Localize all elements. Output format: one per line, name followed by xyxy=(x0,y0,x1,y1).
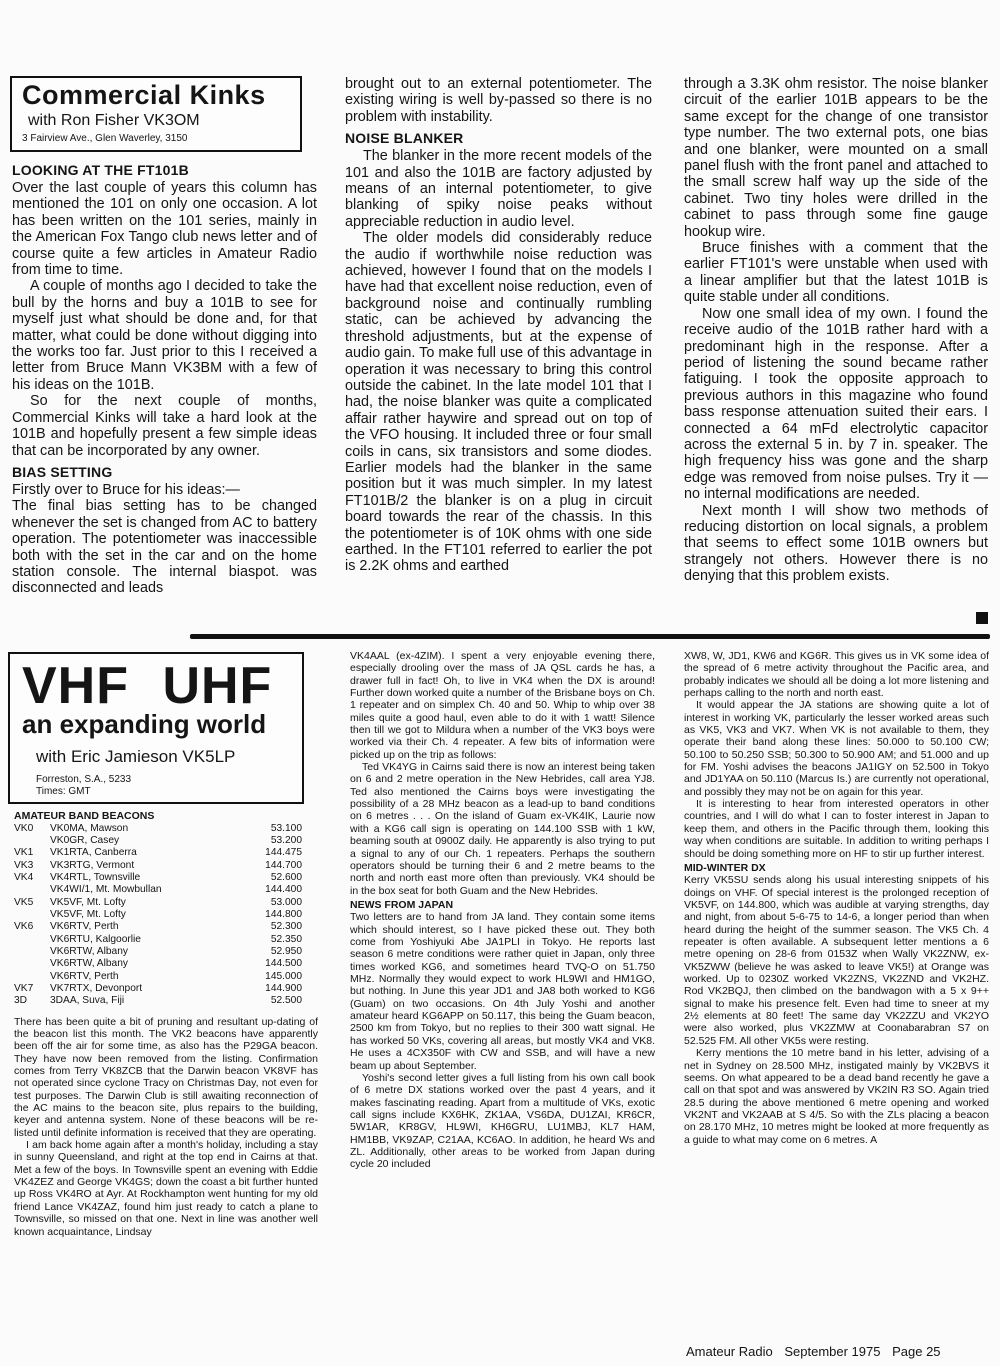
paragraph: So for the next couple of months, Commercial Kinks will take a hard look at the 101B and hopefully present a few simple ideas that can be incorporated by any owner. xyxy=(12,393,317,459)
vhf-column-1 xyxy=(14,810,318,1346)
beacon-state xyxy=(14,909,50,921)
beacon-state: VK0 xyxy=(14,822,34,834)
beacon-freq: 144.400 xyxy=(265,884,302,896)
end-of-article-mark xyxy=(976,612,988,624)
beacon-state xyxy=(14,884,50,896)
beacon-state xyxy=(14,835,50,847)
beacon-state: 3D xyxy=(14,995,28,1007)
paragraph: I am back home again after a month's holiday, including a stay in sunny Queensland, and right at the top end in Cairns at that. Met a few of the boys. In Townsville spent an evening with Eddie VK4ZEZ and George VK4GS; down the coast a bit further hunted up Ross VK4RO at Ayr. At Rockhampton went hunting for my old friend Lance VK4ZAZ, found him just ready to catch a plane to Townsville, so missed on that one. Next in line was another well known acquaintance, Lindsay xyxy=(14,1139,318,1238)
paragraph: The blanker in the more recent models of the 101 and also the 101B are factory adjusted by means of an internal potentiometer, to give blanking of spiky noise peaks without appreciable reduction in audio level. xyxy=(345,148,652,230)
vhf-uhf-title: VHF UHF xyxy=(22,657,273,715)
beacon-station: VK6RTV, Perth xyxy=(50,970,119,982)
column-title: Commercial Kinks xyxy=(22,80,266,110)
paragraph: Now one small idea of my own. I found the receive audio of the 101B rather hard with a predominant high in the response. After a period of listening the sound became rather fatiguing. I took the opposite approach to previous authors in this magazine who found bass response attenuation suited their ears. I connected a 64 mFd electrolytic capacitor across the external 5 in. by 7 in. speaker. The high frequency hiss was gone and the sharp edge was removed from noise pulses. Try it — no internal modifications are needed. xyxy=(684,305,988,503)
paragraph: through a 3.3K ohm resistor. The noise blanker circuit of the earlier 101B appears to be the same except for the change of one transistor type number. The two external pots, one bias and one blanker, were mounted on a small panel flush with the front panel and attached to the small screw half way up the side of the cabinet. Two tiny holes were drilled in the cabinet to pass through some fine gauge hookup wire. xyxy=(684,76,988,240)
section-divider-rule xyxy=(190,634,990,639)
beacon-freq: 144.475 xyxy=(265,847,302,859)
column-byline: with Ron Fisher VK3OM xyxy=(28,112,200,129)
footer-issue: September 1975 xyxy=(784,1344,881,1359)
beacon-freq: 52.350 xyxy=(270,933,302,945)
vhf-uhf-byline: with Eric Jamieson VK5LP xyxy=(36,747,236,766)
section-heading-bias: BIAS SETTING xyxy=(12,463,113,480)
commercial-kinks-title-box xyxy=(10,76,302,152)
beacon-freq: 144.800 xyxy=(265,908,302,920)
beacon-state: VK6 xyxy=(14,921,34,933)
paragraph: brought out to an external potentiometer. The existing wiring is well by-passed so there is no problem with instability. xyxy=(345,76,652,125)
beacon-row xyxy=(14,934,302,946)
beacon-row xyxy=(14,971,302,983)
beacon-row xyxy=(14,921,302,933)
beacon-row xyxy=(14,872,302,884)
paragraph: Bruce finishes with a comment that the earlier FT101's were unstable when used with a linear amplifier but that the latest 101B is quite stable under all conditions. xyxy=(684,240,988,306)
beacon-state xyxy=(14,946,50,958)
column-address: 3 Fairview Ave., Glen Waverley, 3150 xyxy=(22,133,188,144)
paragraph: VK4AAL (ex-4ZIM). I spent a very enjoyable evening there, especially drooling over the mass of JA QSL cards he has, a drawer full in fact! Oh, to live in VK4 when the DX is around! Further down worked quite a number of the Brisbane boys on Ch. 1 repeater and on simplex Ch. 40 and 50. Whip to whip over 38 miles quite a good haul, even able to do it with 1 watt! Silence then till we got to Mildura when a number of the VK3 boys were worked via their Ch. 4 repeater. A few bits of information were picked up on the trip as follows: xyxy=(350,650,655,761)
beacon-freq: 53.100 xyxy=(270,822,302,834)
paragraph: A couple of months ago I decided to take the bull by the horns and buy a 101B to see for myself just what should be done and, for that matter, what could be done without digging into the works too far. Just prior to this I received a letter from Bruce Mann VK3BM with a few of his ideas on the 101B. xyxy=(12,278,317,393)
beacon-row xyxy=(14,835,302,847)
beacon-freq: 53.000 xyxy=(270,896,302,908)
beacon-station: VK6RTU, Kalgoorlie xyxy=(50,933,141,945)
beacon-table xyxy=(14,823,302,1008)
page-footer xyxy=(686,1343,992,1360)
vhf-column-2 xyxy=(350,650,655,1346)
beacon-station: VK1RTA, Canberra xyxy=(50,847,137,859)
beacon-freq: 144.700 xyxy=(265,859,302,871)
beacon-station: VK6RTW, Albany xyxy=(50,945,128,957)
paragraph: Ted VK4YG in Cairns said there is now an interest being taken on 6 and 2 metre operation in the New Hebrides, call area YJ8. Ted also mentioned the Cairns boys were investigating the possibility of a 28 MHz beacon as a lead-up to band conditions on 6 metres . . . On the island of Guam ex-VK4IK, Laurie now with a KG6 call sign is operating on 144.100 SSB with 1 kW, beaming south at 0900Z daily. He apparently is also trying to put a signal to any of our Ch. 1 repeaters. Perhaps the southern operators should be turning their 6 and 2 metre beams to the north and north east more often than previously. VK4 should be in the box seat for both Guam and the New Hebrides. xyxy=(350,761,655,897)
beacon-row xyxy=(14,860,302,872)
vhf-uhf-address: Forreston, S.A., 5233 xyxy=(36,774,132,785)
beacon-freq: 52.950 xyxy=(270,945,302,957)
beacon-freq: 53.200 xyxy=(270,834,302,846)
paragraph: Next month I will show two methods of reducing distortion on local signals, a problem that seems to effect some 101B owners but strangely not others. However there is no denying that this problem exists. xyxy=(684,502,988,585)
paragraph: Yoshi's second letter gives a full listing from his own call book of 6 metre DX stations worked over the past 4 years, and it makes fascinating reading. Apart from a multitude of VKs, exotic call signs include KX6HK, ZK1AA, VS6DA, DU1ZAI, KR6CR, 5W1AR, KR8GV, HL9WI, KH6GRU, LU1MBJ, KL7 HAM, HM1BB, VK9ZAP, C21AA, KC6AO. In addition, he heard Ws and ZL. Additionally, other areas to be worked from Japan during cycle 20 included xyxy=(350,1071,655,1171)
beacon-state xyxy=(14,958,50,970)
beacon-row xyxy=(14,909,302,921)
paragraph: Kerry mentions the 10 metre band in his letter, advising of a net in Sydney on 28.500 MHz, instigated mainly by VK2BVS it seems. On what appeared to be a dead band recently he gave a call on that spot and was answered by VK2IN R3 SO. Again tried 28.5 during the above mentioned 6 metre opening and worked VK2NT and VK2AAB at S 4/5. So with the ZLs placing a beacon on 28.170 MHz, 10 metres might be looked at more frequently as a guide to what may come on 6 metres. A xyxy=(684,1047,989,1146)
paragraph: The final bias setting has to be changed whenever the set is changed from AC to battery operation. The potentiometer was inaccessible both with the set in the car and on the home station console. The internal biaspot. was disconnected and leads xyxy=(12,498,317,597)
beacon-row xyxy=(14,946,302,958)
beacon-row xyxy=(14,823,302,835)
beacon-station: VK0MA, Mawson xyxy=(50,822,129,834)
section-heading-noise-blanker: NOISE BLANKER xyxy=(345,130,464,147)
beacon-station: VK5VF, Mt. Lofty xyxy=(50,896,126,908)
paragraph: Two letters are to hand from JA land. They contain some items which should interest, so I have picked these out. They both come from Yoshiyuki Abe JA1PLI in Tokyo. He reports last season 6 metre conditions were rather quiet in Japan, only three times worked KG6, and sometimes heard TVQ-O on 51.750 MHz. Normally they would expect to work HL9WI and HM1GO, but nothing. In June this year JD1 and JA8 both worked to KG6 (Guam) on two occasions. On 4th July Yoshi and another amateur heard KG6APP on 50.117, this being the Guam beacon, 2500 km from Tokyo, but no replies to their 300 watt signal. He has worked 50 VKs, covering all areas, but mostly VK4 and VK8. He uses a 4CX350F with CW and SSB, and will have a new beam up about September. xyxy=(350,911,655,1072)
beacon-state: VK4 xyxy=(14,871,34,883)
beacon-state: VK7 xyxy=(14,982,34,994)
beacon-station: VK5VF, Mt. Lofty xyxy=(50,908,126,920)
paragraph: XW8, W, JD1, KW6 and KG6R. This gives us in VK some idea of the spread of 6 metre activity throughout the Pacific area, and probably indicates we should all be doing a lot more listening and perhaps calling to the north and north east. xyxy=(684,650,989,700)
beacon-row xyxy=(14,897,302,909)
paragraph: Kerry VK5SU sends along his usual interesting snippets of his doings on VHF. Of special interest is the prolonged reception of VK5VF, on 144.800, which was audible at varying strengths, day and night, from about 5-6-75 to 14-6, a longer period than when heard during the height of the summer season. The VK5 Ch. 4 repeater is often available. A subsequent letter mentions a 6 metre opening on 28-6 from 0153Z when Wally VK2ZNW, ex-VK5ZWW (believe he was asked to leave VK5!) at Orange was worked. Up to 0230Z worked VK2ZNS, VK2ZND and VK2HZ. Rod VK2BQJ, then climbed on the bandwagon with a 5 x 9++ signal to make his presence felt. Even had time to sneer at my 2½ elements at 80 feet! The same day VK2ZZU and VK2YO were also worked, plus VK2ZMW at Coonabarabran S7 on 52.525 FM. All other VK5s were resting. xyxy=(684,874,989,1047)
beacon-freq: 52.600 xyxy=(270,871,302,883)
beacon-freq: 144.900 xyxy=(265,982,302,994)
beacon-station: VK6RTV, Perth xyxy=(50,921,119,933)
section-heading-japan: NEWS FROM JAPAN xyxy=(350,898,454,911)
vhf-uhf-title-box xyxy=(8,652,304,804)
paragraph: Firstly over to Bruce for his ideas:— xyxy=(12,481,240,498)
beacon-freq: 52.500 xyxy=(270,995,302,1007)
vhf-uhf-times: Times: GMT xyxy=(36,786,91,797)
footer-page-number: Page 25 xyxy=(892,1344,941,1359)
beacon-row xyxy=(14,884,302,896)
beacon-state xyxy=(14,934,50,946)
beacon-row xyxy=(14,983,302,995)
beacon-station: VK3RTG, Vermont xyxy=(50,859,135,871)
beacon-station: VK4WI/1, Mt. Mowbullan xyxy=(50,884,162,896)
section-heading-ft101b: LOOKING AT THE FT101B xyxy=(12,162,189,178)
paragraph: Over the last couple of years this column has mentioned the 101 on only one occasion. A lot has been written on the 101 series, mainly in the American Fox Tango club news letter and of course quite a few articles in Amateur Radio from time to time. xyxy=(12,180,317,279)
beacon-freq: 145.000 xyxy=(265,970,302,982)
paragraph: It would appear the JA stations are showing quite a lot of interest in working VK, particularly the lesser worked areas such as VK5, VK3 and VK7. When VK is not available to them, they operate their band along these lines: 50.000 to 50.100 CW; 50.100 to 50.250 SSB; 50.300 to 50.900 AM; and 51.000 and up for FM. Yoshi advises the beacons JA1IGY on 52.500 in Tokyo and JD1YAA on 50.110 (Marcus Is.) are currently not operational, and possibly they may not be on again for this year. xyxy=(684,699,989,798)
vhf-uhf-subtitle: an expanding world xyxy=(22,709,267,739)
beacon-row xyxy=(14,958,302,970)
beacon-freq: 144.500 xyxy=(265,958,302,970)
beacon-state: VK5 xyxy=(14,896,34,908)
beacon-station: 3DAA, Suva, Fiji xyxy=(50,995,125,1007)
beacon-station: VK4RTL, Townsville xyxy=(50,871,141,883)
beacon-state xyxy=(14,971,50,983)
vhf-column-3 xyxy=(684,650,989,1346)
beacon-row xyxy=(14,995,302,1007)
section-heading-mid-winter: MID-WINTER DX xyxy=(684,861,766,874)
beacon-station: VK7RTX, Devonport xyxy=(50,982,143,994)
beacon-state: VK3 xyxy=(14,859,34,871)
footer-magazine: Amateur Radio xyxy=(686,1344,773,1359)
paragraph: The older models did considerably reduce the audio if worthwhile noise reduction was achieved, however I found that on the models I have had that excellent noise reduction, even of background noise and continually rumbling static, can be achieved by advancing the threshold adjustments, but at the expense of audio gain. To make full use of this advantage in operation it was necessary to bring this control outside the cabinet. In the late model 101 that I had, the noise blanker was quite a complicated affair rather haywire and spread out on top of the VFO housing. It included three or four small coils in cans, six transistors and some diodes. Earlier models had the blanker in the same position but it was much simpler. In my latest FT101B/2 the blanker is on a plug in circuit board towards the rear of the chassis. In this the potentiometer is of 10K ohms with one side earthed. In the FT101 referred to earlier the pot is 2.2K ohms and earthed xyxy=(345,230,652,575)
article-column-1 xyxy=(12,162,317,630)
article-column-3 xyxy=(684,76,988,630)
beacon-row xyxy=(14,847,302,859)
beacon-freq: 52.300 xyxy=(270,921,302,933)
article-column-2 xyxy=(345,76,652,630)
beacon-state: VK1 xyxy=(14,847,34,859)
beacon-station: VK6RTW, Albany xyxy=(50,958,128,970)
beacon-station: VK0GR, Casey xyxy=(50,834,120,846)
paragraph: It is interesting to hear from interested operators in other countries, and I will do what I can to foster interest in Japan to keep them, and others in the Pacific through them, looking this way when conditions are suitable. In addition to writing perhaps I should be doing something more on HF to stir up further interest. xyxy=(684,798,989,860)
paragraph: There has been quite a bit of pruning and resultant up-dating of the beacon list this month. The VK2 beacons have apparently been off the air for some time, as also has the P29GA beacon. They have now been removed from the listing. Confirmation comes from Terry VK8ZCB that the Darwin beacon VK8VF has not operated since cyclone Tracy on Christmas Day, not even for test purposes. The Darwin Club is still awaiting reconnection of the AC mains to the beacon site, plus repairs to the building, keyer and antenna system. None of these beacons will be re-listed until definite information is received that they are operating. xyxy=(14,1015,318,1139)
section-heading-beacons: AMATEUR BAND BEACONS xyxy=(14,810,155,822)
